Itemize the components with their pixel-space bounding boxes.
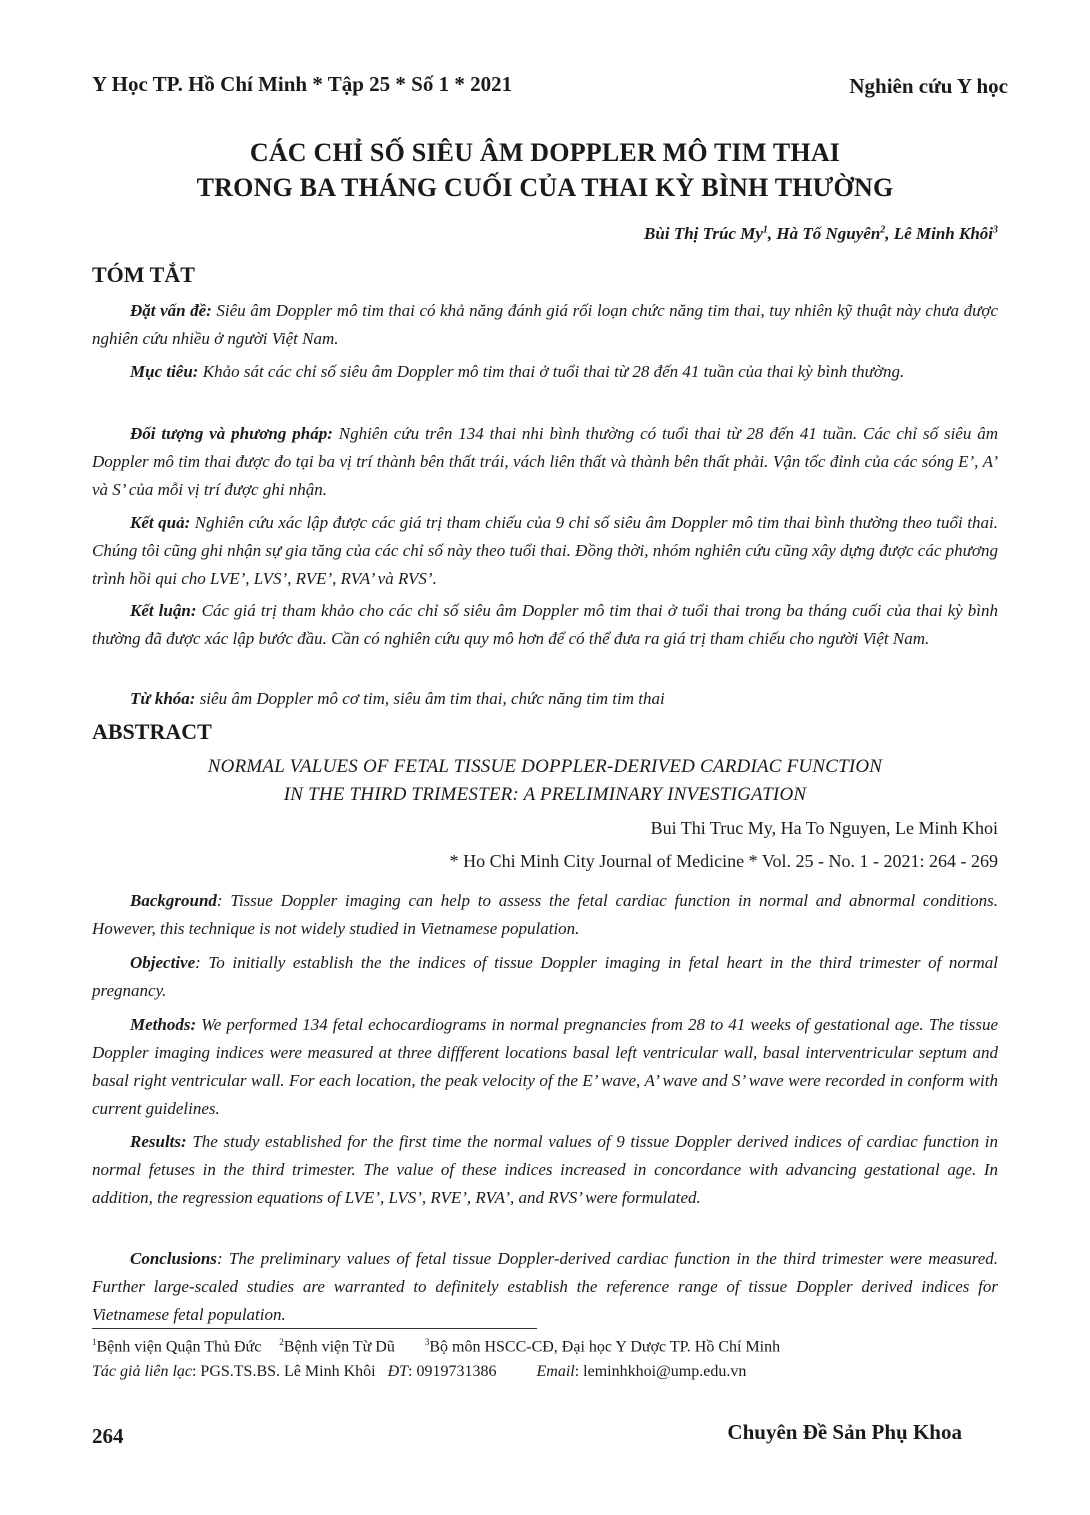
journal-header: Y Học TP. Hồ Chí Minh * Tập 25 * Số 1 * 2021 [92,72,513,96]
keywords-paragraph [92,685,998,713]
paragraph-label: Conclusions [130,1249,217,1268]
paragraph-label: Background [130,891,217,910]
paragraph-text: Siêu âm Doppler mô tim thai có khả năng đánh giá rối loạn chức năng tim thai, tuy nhiên kỹ thuật này chưa được nghiên cứu nhiều ở người Việt Nam. [92,301,998,348]
phone-label: ĐT [387,1363,409,1380]
author-name: Bùi Thị Trúc My [644,224,763,243]
affiliation-mark: 1 [92,1337,97,1347]
author-affiliation-mark: 3 [993,224,998,236]
summary-paragraph [92,420,998,504]
author-name: Lê Minh Khôi [893,224,993,243]
paragraph-text: Nghiên cứu trên 134 thai nhi bình thường có tuổi thai từ 28 đến 41 tuần. Các chỉ số siêu âm Doppler mô tim thai được đo tại ba vị trí thành bên thất trái, vách liên thất và thành bên thất phải. Vận tốc đỉnh của các sóng E’, A’ và S’ của mỗi vị trí được ghi nhận. [92,424,998,499]
article-title-line-1: CÁC CHỈ SỐ SIÊU ÂM DOPPLER MÔ TIM THAI [249,138,841,167]
affiliation-mark: 2 [279,1337,284,1347]
abstract-paragraph [92,1128,998,1212]
contact-name: : PGS.TS.BS. Lê Minh Khôi [191,1363,376,1380]
affiliation-3: Bộ môn HSCC-CĐ, Đại học Y Dược TP. Hồ Chí Minh [429,1338,781,1356]
summary-paragraph [92,297,998,353]
paragraph-label: Results: [130,1132,187,1151]
paragraph-label: Đối tượng và phương pháp: [130,424,333,443]
english-authors: Bui Thi Truc My, Ha To Nguyen, Le Minh Khoi [650,818,998,838]
author-affiliation-mark: 2 [880,224,886,236]
paragraph-text: siêu âm Doppler mô cơ tim, siêu âm tim thai, chức năng tim tim thai [195,689,665,708]
paragraph-label: Mục tiêu: [130,362,199,381]
citation-line: * Ho Chi Minh City Journal of Medicine * Vol. 25 - No. 1 - 2021: 264 - 269 [449,851,998,871]
summary-paragraph [92,358,998,386]
paragraph-text: Các giá trị tham khảo cho các chỉ số siêu âm Doppler mô tim thai ở tuổi thai trong ba tháng cuối của thai kỳ bình thường đã được xác lập bước đầu. Cần có nghiên cứu quy mô hơn để có thể đưa ra giá trị tham chiếu cho người Việt Nam. [92,601,998,648]
paragraph-text: : The preliminary values of fetal tissue Doppler-derived cardiac function in the third trimester were measured. Further large-scaled studies are warranted to definitely establish the reference range of tissue Doppler derived indices for Vietnamese fetal population. [92,1249,998,1324]
contact-footnote [92,1363,746,1381]
category-header: Nghiên cứu Y học [849,74,1008,98]
paragraph-text: We performed 134 fetal echocardiograms in normal pregnancies from 28 to 41 weeks of gestational age. The tissue Doppler imaging indices were measured at three diffferent locations basal left ventricular wall, basal interventricular septum and basal right ventricular wall. For each location, the peak velocity of the E’ wave, A’ wave and S’ wave were recorded in conform with current guidelines. [92,1015,998,1118]
paragraph-text: : To initially establish the the indices of tissue Doppler imaging in fetal heart in the third trimester of normal pregnancy. [92,953,998,1000]
email-label: Email [536,1363,575,1380]
contact-label: Tác giả liên lạc [92,1363,192,1380]
paragraph-label: Kết quả: [130,513,191,532]
paragraph-label: Methods: [130,1015,197,1034]
paragraph-label: Từ khóa: [130,689,196,708]
paragraph-label: Kết luận: [130,601,197,620]
summary-heading: TÓM TẮT [92,262,195,287]
paragraph-label: Đặt vấn đề: [130,301,212,320]
paragraph-label: Objective [130,953,196,972]
paragraph-text: : Tissue Doppler imaging can help to assess the fetal cardiac function in normal and abnormal conditions. However, this technique is not widely studied in Vietnamese population. [92,891,998,938]
abstract-paragraph [92,949,998,1005]
affiliation-1: Bệnh viện Quận Thủ Đức [96,1338,262,1356]
author-name: Hà Tố Nguyên [776,224,881,243]
contact-email: : leminhkhoi@ump.edu.vn [574,1363,747,1380]
paragraph-text: Khảo sát các chỉ số siêu âm Doppler mô tim thai ở tuổi thai từ 28 đến 41 tuần của thai kỳ bình thường. [198,362,905,381]
authors-vi [644,224,998,244]
summary-paragraph [92,597,998,653]
author-separator: , [885,224,894,243]
abstract-paragraph [92,887,998,943]
author-separator: , [767,224,777,243]
author-affiliation-mark: 1 [762,224,768,236]
affiliation-mark: 3 [424,1337,430,1347]
paragraph-text: Nghiên cứu xác lập được các giá trị tham chiếu của 9 chỉ số siêu âm Doppler mô tim thai bình thường theo tuổi thai. Chúng tôi cũng ghi nhận sự gia tăng của các chỉ số này theo tuổi thai. Đồng thời, nhóm nghiên cứu cũng xây dựng được các phương trình hồi qui cho LVE’, LVS’, RVE’, RVA’ và RVS’. [92,513,998,588]
footnote-divider [92,1328,537,1329]
abstract-paragraph [92,1011,998,1123]
paragraph-text: The study established for the first time the normal values of 9 tissue Doppler derived indices of cardiac function in normal fetuses in the third trimester. The value of these indices increased in concordance with advancing gestational age. In addition, the regression equations of LVE’, LVS’, RVE’, RVA’, and RVS’ were formulated. [92,1132,998,1207]
article-title-line-2: TRONG BA THÁNG CUỐI CỦA THAI KỲ BÌNH THƯỜNG [196,173,894,202]
contact-phone: : 0919731386 [408,1363,497,1380]
affiliation-2: Bệnh viện Từ Dũ [283,1338,395,1356]
english-title-line-1: NORMAL VALUES OF FETAL TISSUE DOPPLER-DERIVED CARDIAC FUNCTION [207,756,883,777]
summary-paragraph [92,509,998,593]
affiliations-footnote [92,1337,780,1356]
page-number: 264 [92,1424,124,1448]
abstract-paragraph [92,1245,998,1329]
abstract-heading: ABSTRACT [92,719,212,744]
footer-section: Chuyên Đề Sản Phụ Khoa [727,1420,962,1444]
english-title-line-2: IN THE THIRD TRIMESTER: A PRELIMINARY INVESTIGATION [283,784,807,805]
